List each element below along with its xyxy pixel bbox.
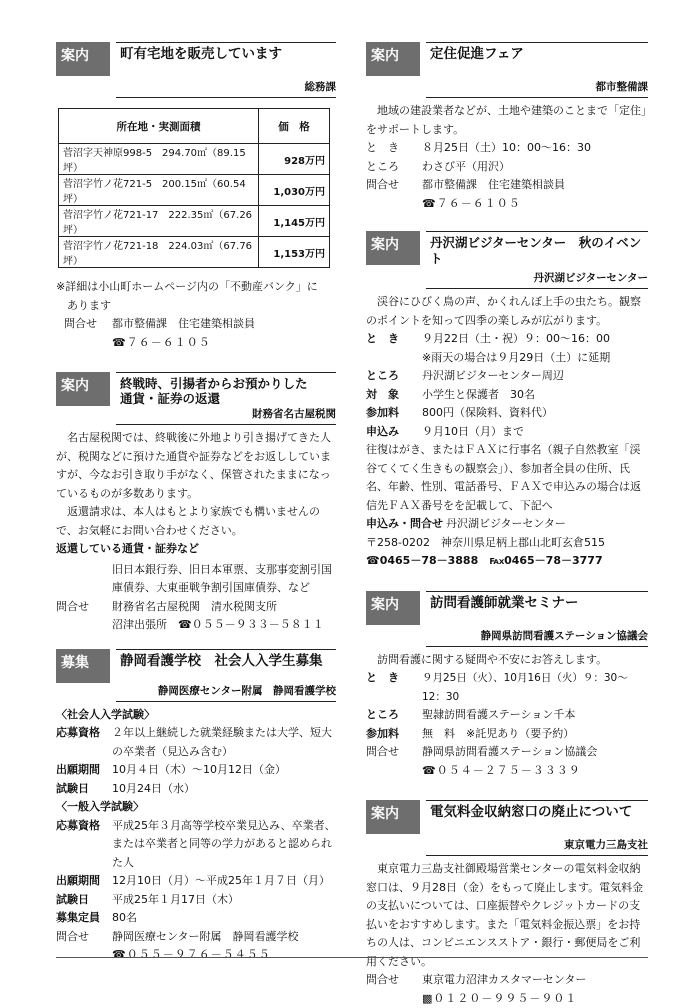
footer-rule — [56, 957, 648, 958]
category-tag: 募集 — [56, 649, 110, 683]
row-value: 静岡県訪問看護ステーション協議会 — [422, 743, 648, 762]
table-header-price: 価 格 — [259, 109, 330, 144]
row-label: 試験日 — [56, 780, 112, 799]
paragraph: 訪問看護に関する疑問や不安にお答えします。 — [366, 651, 648, 670]
price-cell: 1,030万円 — [259, 175, 330, 206]
row-label: 出願期間 — [56, 872, 112, 891]
section-title: 定住促進フェア — [426, 42, 648, 62]
department: 静岡県訪問看護ステーション協議会 — [426, 628, 648, 647]
row-label: ところ — [366, 158, 422, 177]
contact-label: 問合せ — [56, 598, 112, 617]
phone-number: ☎０５４－２７５－３３３９ — [366, 762, 648, 781]
subheading: 〈社会人入学試験〉 — [56, 706, 336, 725]
paragraph: 地域の建設業者などが、土地や建築のことまで「定住」をサポートします。 — [366, 102, 648, 139]
section-title: 電気料金収納窓口の廃止について — [426, 800, 648, 820]
row-value: 10月24日（水） — [112, 780, 336, 799]
table-row — [59, 237, 330, 268]
row-label: 募集定員 — [56, 909, 112, 928]
contact-label: 問合せ — [64, 315, 112, 334]
row-value: 平成25年３月高等学校卒業見込み、卒業者、または卒業者と同等の学力があると認められた人 — [112, 817, 336, 873]
notice-electricity-window — [366, 800, 648, 1008]
phone-fax: ☎0465－78－3888 ℻0465－78－3777 — [366, 552, 648, 571]
contact: 都市整備課 住宅建築相談員 — [112, 315, 336, 334]
notice-nursing-seminar — [366, 591, 648, 781]
row-label: 試験日 — [56, 891, 112, 910]
row-value: 聖隷訪問看護ステーション千本 — [422, 706, 648, 725]
row-value: 小学生と保護者 30名 — [422, 386, 648, 405]
category-tag: 案内 — [366, 800, 420, 834]
paragraph: 名古屋税関では、終戦後に外地より引き揚げてきた人が、税関などに預けた通貨や証券などをお返ししていますが、今なお引き取り手がなく、保管されたままになっているものが多数あります。 — [56, 429, 336, 503]
subheading: 返還している通貨・証券など — [56, 540, 336, 559]
left-column — [56, 42, 336, 965]
row-value: 丹沢湖ビジターセンター — [446, 515, 648, 534]
price-cell: 1,145万円 — [259, 206, 330, 237]
department: 丹沢湖ビジターセンター — [426, 270, 648, 289]
phone-number: ☎７６－６１０５ — [366, 195, 648, 214]
row-label: と き — [366, 330, 422, 349]
category-tag: 案内 — [366, 591, 420, 625]
paragraph: 東京電力三島支社御殿場営業センターの電気料金収納窓口は、９月28日（金）をもって廃止します。電気料金の支払いについては、口座振替やクレジットカードの支払いをおすすめします。また「電気料金振込票」をお持ちの人は、コンビニエンスストア・銀行・郵便局をご利用ください。 — [366, 860, 648, 971]
row-value: ９月25日（火）、10月16日（火）９：30～12：30 — [422, 669, 648, 706]
table-row — [59, 175, 330, 206]
row-label: 問合せ — [366, 971, 422, 990]
location-cell: 菅沼字竹ノ花721-18 224.03㎡（67.76坪） — [59, 237, 259, 268]
row-value: ２年以上継続した就業経験または大学、短大の卒業者（見込み含む） — [112, 724, 336, 761]
section-title — [116, 372, 336, 406]
row-label: 対 象 — [366, 386, 422, 405]
property-table — [58, 108, 330, 268]
row-value: ８月25日（土）10：00～16：30 — [422, 139, 648, 158]
location-cell: 菅沼字天神原998-5 294.70㎡（89.15坪） — [59, 144, 259, 175]
notice-land-sale — [56, 42, 336, 352]
title-line-1: 終戦時、引揚者からお預かりした — [120, 376, 336, 391]
department: 財務省名古屋税関 — [116, 406, 336, 425]
notice-currency-return — [56, 372, 336, 635]
row-value: 10月４日（木）～10月12日（金） — [112, 761, 336, 780]
section-title: 訪問看護師就業セミナー — [426, 591, 648, 611]
location-cell: 菅沼字竹ノ花721-17 222.35㎡（67.26坪） — [59, 206, 259, 237]
row-label: 問合せ — [366, 176, 422, 195]
phone-number: ☎０５５－９７６－５４５５ — [56, 946, 336, 965]
row-value: 静岡医療センター附属 静岡看護学校 — [112, 928, 336, 947]
phone-number: ▩０１２０－９９５－９０１ — [366, 990, 648, 1008]
row-value: 都市整備課 住宅建築相談員 — [422, 176, 648, 195]
row-value: 800円（保険料、資料代） — [422, 404, 648, 423]
row-label: 出願期間 — [56, 761, 112, 780]
items-list: 旧日本銀行券、旧日本軍票、支那事変割引国庫債券、大東亜戦争割引国庫債券、など — [56, 561, 336, 598]
department: 東京電力三島支社 — [426, 837, 648, 856]
row-label: 問合せ — [366, 743, 422, 762]
table-header-location: 所在地・実測面積 — [59, 109, 259, 144]
category-tag: 案内 — [56, 42, 110, 76]
row-label: 問合せ — [56, 928, 112, 947]
row-value: わさび平（用沢） — [422, 158, 648, 177]
row-value: 12月10日（月）～平成25年１月７日（月） — [112, 872, 336, 891]
row-label: 応募資格 — [56, 724, 112, 761]
row-value: 80名 — [112, 909, 336, 928]
price-cell: 928万円 — [259, 144, 330, 175]
note: ※詳細は小山町ホームページ内の「不動産バンク」に — [56, 278, 336, 297]
table-row — [59, 206, 330, 237]
recruit-nursing-school — [56, 649, 336, 965]
price-cell: 1,153万円 — [259, 237, 330, 268]
row-label: 参加料 — [366, 404, 422, 423]
category-tag: 案内 — [366, 231, 420, 265]
row-note: ※雨天の場合は９月29日（土）に延期 — [366, 349, 648, 368]
row-label: 参加料 — [366, 725, 422, 744]
row-value: 無 料 ※託児あり（要予約） — [422, 725, 648, 744]
title-line-2: 通貨・証券の返還 — [120, 391, 336, 406]
row-label: ところ — [366, 706, 422, 725]
category-tag: 案内 — [366, 42, 420, 76]
department: 静岡医療センター附属 静岡看護学校 — [116, 683, 336, 702]
department: 総務課 — [116, 79, 336, 98]
row-value: ９月10日（月）まで — [422, 423, 648, 442]
paragraph: 往復はがき、またはＦＡＸに行事名（親子自然教室「渓谷てくてく生きもの観察会」）、参加者全員の住所、氏名、年齢、性別、電話番号、ＦＡＸで申込みの場合は返信先ＦＡＸ番号をを記載して、下記へ — [366, 441, 648, 515]
row-value: ９月22日（土・祝）９：00～16：00 — [422, 330, 648, 349]
phone-number: ☎７６－６１０５ — [56, 334, 336, 353]
contact-cont: 沼津出張所 ☎０５５－９３３－５８１１ — [56, 616, 336, 635]
address: 〒258-0202 神奈川県足柄上郡山北町玄倉515 — [366, 534, 648, 553]
subheading: 〈一般入学試験〉 — [56, 798, 336, 817]
contact: 財務省名古屋税関 清水税関支所 — [112, 598, 336, 617]
department: 都市整備課 — [426, 79, 648, 98]
note-cont: あります — [56, 297, 336, 316]
table-row — [59, 144, 330, 175]
row-label: と き — [366, 669, 422, 706]
right-column — [366, 42, 648, 1008]
row-label: ところ — [366, 367, 422, 386]
row-label: 応募資格 — [56, 817, 112, 873]
category-tag: 案内 — [56, 372, 110, 406]
row-label: 申込み — [366, 423, 422, 442]
paragraph: 返還請求は、本人はもとより家族でも構いませんので、お気軽にお問い合わせください。 — [56, 503, 336, 540]
row-label: と き — [366, 139, 422, 158]
row-value: 丹沢湖ビジターセンター周辺 — [422, 367, 648, 386]
section-title: 丹沢湖ビジターセンター 秋のイベント — [426, 231, 648, 267]
row-value: 東京電力沼津カスタマーセンター — [422, 971, 648, 990]
notice-tanzawa-event — [366, 231, 648, 571]
paragraph: 渓谷にひびく鳥の声、かくれんぼ上手の虫たち。観察のポイントを知って四季の楽しみが広がります。 — [366, 293, 648, 330]
row-value: 平成25年１月17日（木） — [112, 891, 336, 910]
section-title: 町有宅地を販売しています — [116, 42, 336, 62]
row-label: 申込み・問合せ — [366, 515, 446, 534]
section-title: 静岡看護学校 社会人入学生募集 — [116, 649, 336, 669]
location-cell: 菅沼字竹ノ花721-5 200.15㎡（60.54坪） — [59, 175, 259, 206]
notice-settlement-fair — [366, 42, 648, 213]
